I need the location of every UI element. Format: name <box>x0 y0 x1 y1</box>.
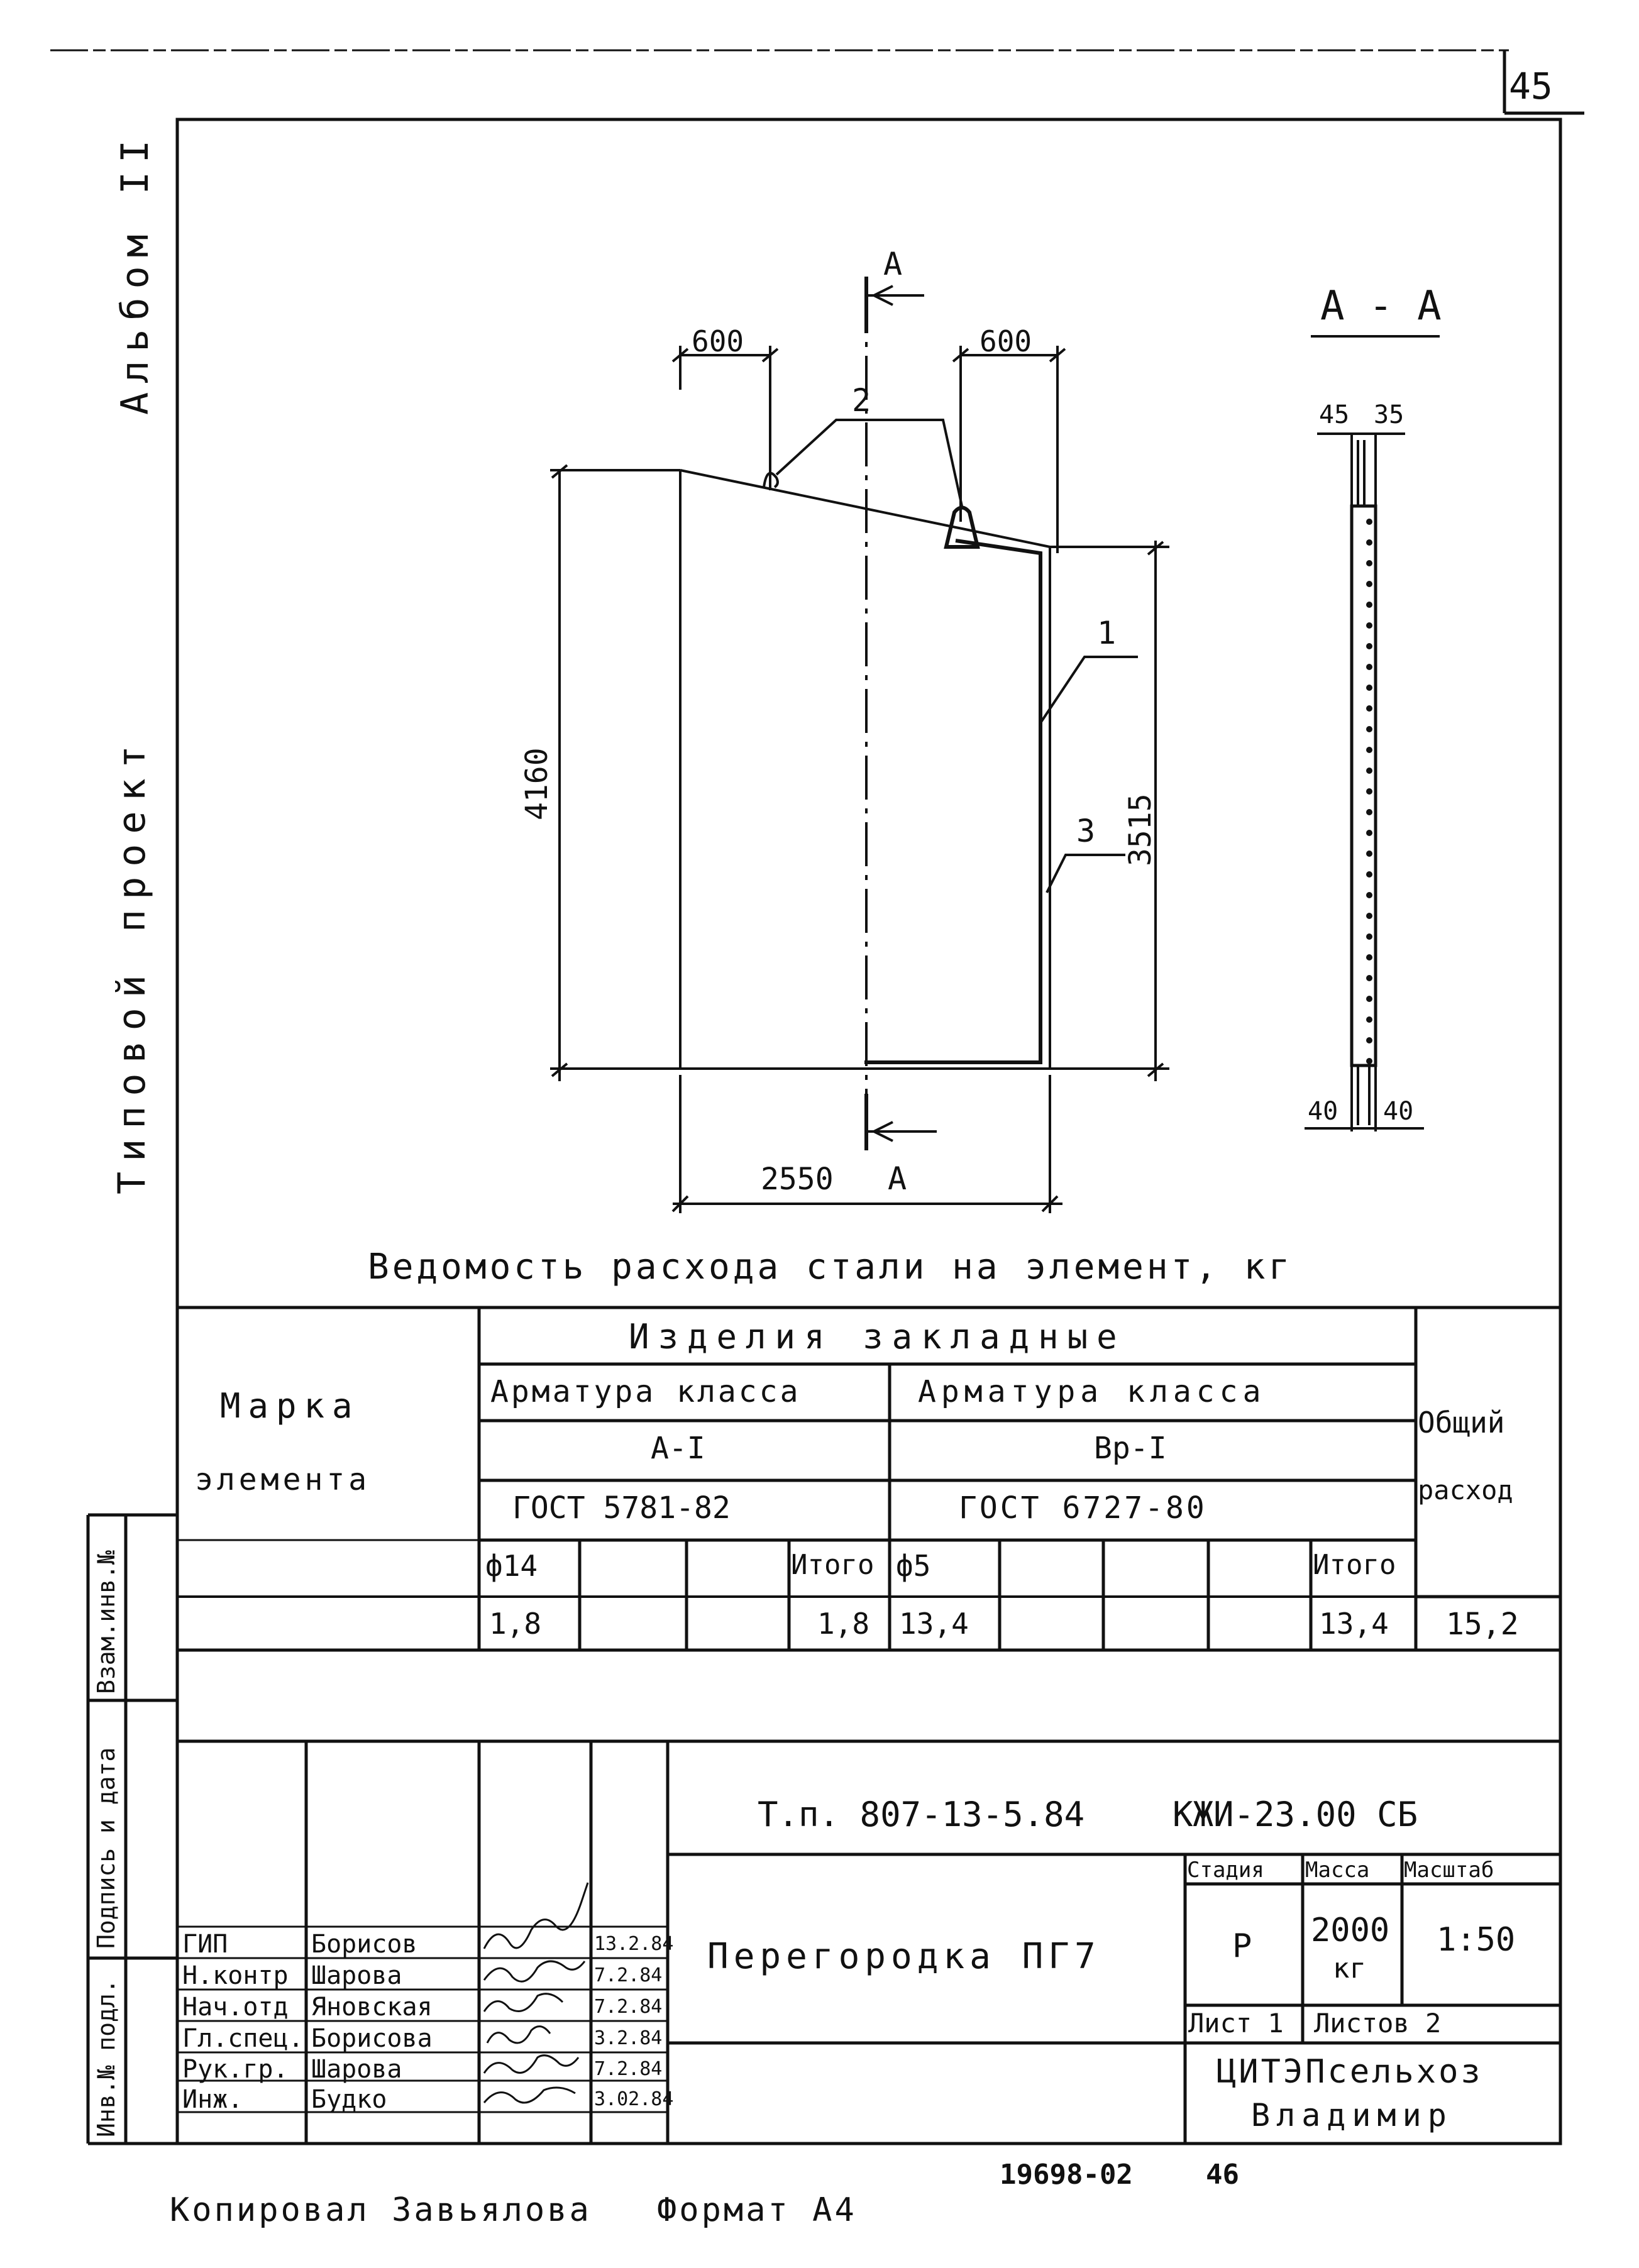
date-6: 3.02.84 <box>594 2088 674 2110</box>
armatura-right: Арматура класса <box>918 1374 1266 1409</box>
drawing-title: Перегородка ПГ7 <box>707 1936 1101 1977</box>
paper-format: Формат А4 <box>657 2191 857 2229</box>
role-1: ГИП <box>182 1930 228 1959</box>
date-5: 7.2.84 <box>594 2058 663 2080</box>
date-1: 13.2.84 <box>594 1933 674 1955</box>
obshiy-label-1: Общий <box>1418 1406 1505 1440</box>
role-4: Гл.спец. <box>182 2024 304 2053</box>
sheet-label: Лист 1 <box>1188 2008 1284 2039</box>
section-dim-40-right: 40 <box>1383 1097 1414 1126</box>
dim-600-right: 600 <box>980 324 1032 358</box>
scale-label: Масштаб <box>1404 1858 1494 1883</box>
archive-number: 19698-02 <box>1000 2159 1133 2191</box>
dim-600-left: 600 <box>692 324 744 358</box>
section-mark-bottom: А <box>888 1160 907 1197</box>
mass-label: Масса <box>1305 1858 1370 1883</box>
album-label: Альбом II <box>113 131 157 415</box>
date-4: 3.2.84 <box>594 2027 663 2049</box>
scale-value: 1:50 <box>1437 1921 1516 1959</box>
armatura-left: Арматура класса <box>490 1374 801 1409</box>
sheets-label: Листов 2 <box>1314 2008 1442 2039</box>
project-code: Т.п. 807-13-5.84 <box>758 1795 1085 1834</box>
stage-value: Р <box>1232 1927 1252 1965</box>
role-6: Инж. <box>182 2085 243 2114</box>
podpis-data-label: Подпись и дата <box>92 1747 120 1949</box>
section-title: А - А <box>1320 283 1442 329</box>
name-3: Яновская <box>311 1993 433 2022</box>
project-label: Типовой проект <box>110 735 154 1194</box>
copied-by: Копировал Завьялова <box>170 2191 592 2229</box>
gost-right: ГОСТ 6727-80 <box>959 1490 1207 1526</box>
value-itogo-left: 1,8 <box>817 1607 870 1641</box>
class-left: А-I <box>651 1431 705 1466</box>
name-4: Борисова <box>311 2024 433 2053</box>
org-city: Владимир <box>1251 2097 1453 2133</box>
inv-podl-label: Инв.№ подл. <box>92 1979 120 2137</box>
name-5: Шарова <box>311 2055 402 2084</box>
itogo-right: Итого <box>1313 1549 1396 1581</box>
page-number: 45 <box>1509 65 1553 107</box>
dim-3515: 3515 <box>1123 793 1158 866</box>
mass-unit: кг <box>1333 1952 1366 1985</box>
role-3: Нач.отд <box>182 1993 289 2022</box>
section-dim-35: 35 <box>1374 400 1404 429</box>
obshiy-label-2: расход <box>1418 1475 1513 1506</box>
class-right: Вр-I <box>1094 1431 1167 1466</box>
value-f5: 13,4 <box>899 1607 969 1641</box>
name-1: Борисов <box>311 1930 417 1959</box>
date-3: 7.2.84 <box>594 1996 663 2018</box>
callout-2: 2 <box>852 382 871 419</box>
footer-page: 46 <box>1206 2159 1239 2191</box>
marka-label-1: Марка <box>220 1386 360 1426</box>
section-mark-top: А <box>883 246 903 282</box>
diam-f14: ф14 <box>485 1549 538 1583</box>
value-total: 15,2 <box>1446 1607 1519 1642</box>
gost-left: ГОСТ 5781-82 <box>512 1490 731 1526</box>
dim-2550: 2550 <box>761 1162 834 1197</box>
section-dim-40-left: 40 <box>1308 1097 1338 1126</box>
org-name: ЦИТЭПсельхоз <box>1217 2053 1483 2091</box>
izdeliya-label: Изделия закладные <box>629 1317 1126 1357</box>
name-2: Шарова <box>311 1961 402 1990</box>
doc-code: КЖИ-23.00 СБ <box>1173 1795 1418 1834</box>
table-caption: Ведомость расхода стали на элемент, кг <box>368 1247 1293 1287</box>
itogo-left: Итого <box>791 1549 875 1581</box>
dim-4160: 4160 <box>519 747 555 820</box>
vzam-inv-label: Взам.инв.№ <box>92 1550 120 1694</box>
mass-value: 2000 <box>1311 1912 1390 1949</box>
section-dim-45: 45 <box>1319 400 1350 429</box>
date-2: 7.2.84 <box>594 1964 663 1986</box>
callout-3: 3 <box>1076 813 1096 849</box>
role-5: Рук.гр. <box>182 2055 289 2084</box>
value-itogo-right: 13,4 <box>1319 1607 1389 1641</box>
callout-1: 1 <box>1097 615 1117 651</box>
name-6: Будко <box>311 2085 387 2114</box>
stage-label: Стадия <box>1187 1858 1264 1883</box>
marka-label-2: элемента <box>195 1462 371 1497</box>
diam-f5: ф5 <box>896 1549 931 1583</box>
role-2: Н.контр <box>182 1961 289 1990</box>
value-f14: 1,8 <box>489 1607 542 1641</box>
